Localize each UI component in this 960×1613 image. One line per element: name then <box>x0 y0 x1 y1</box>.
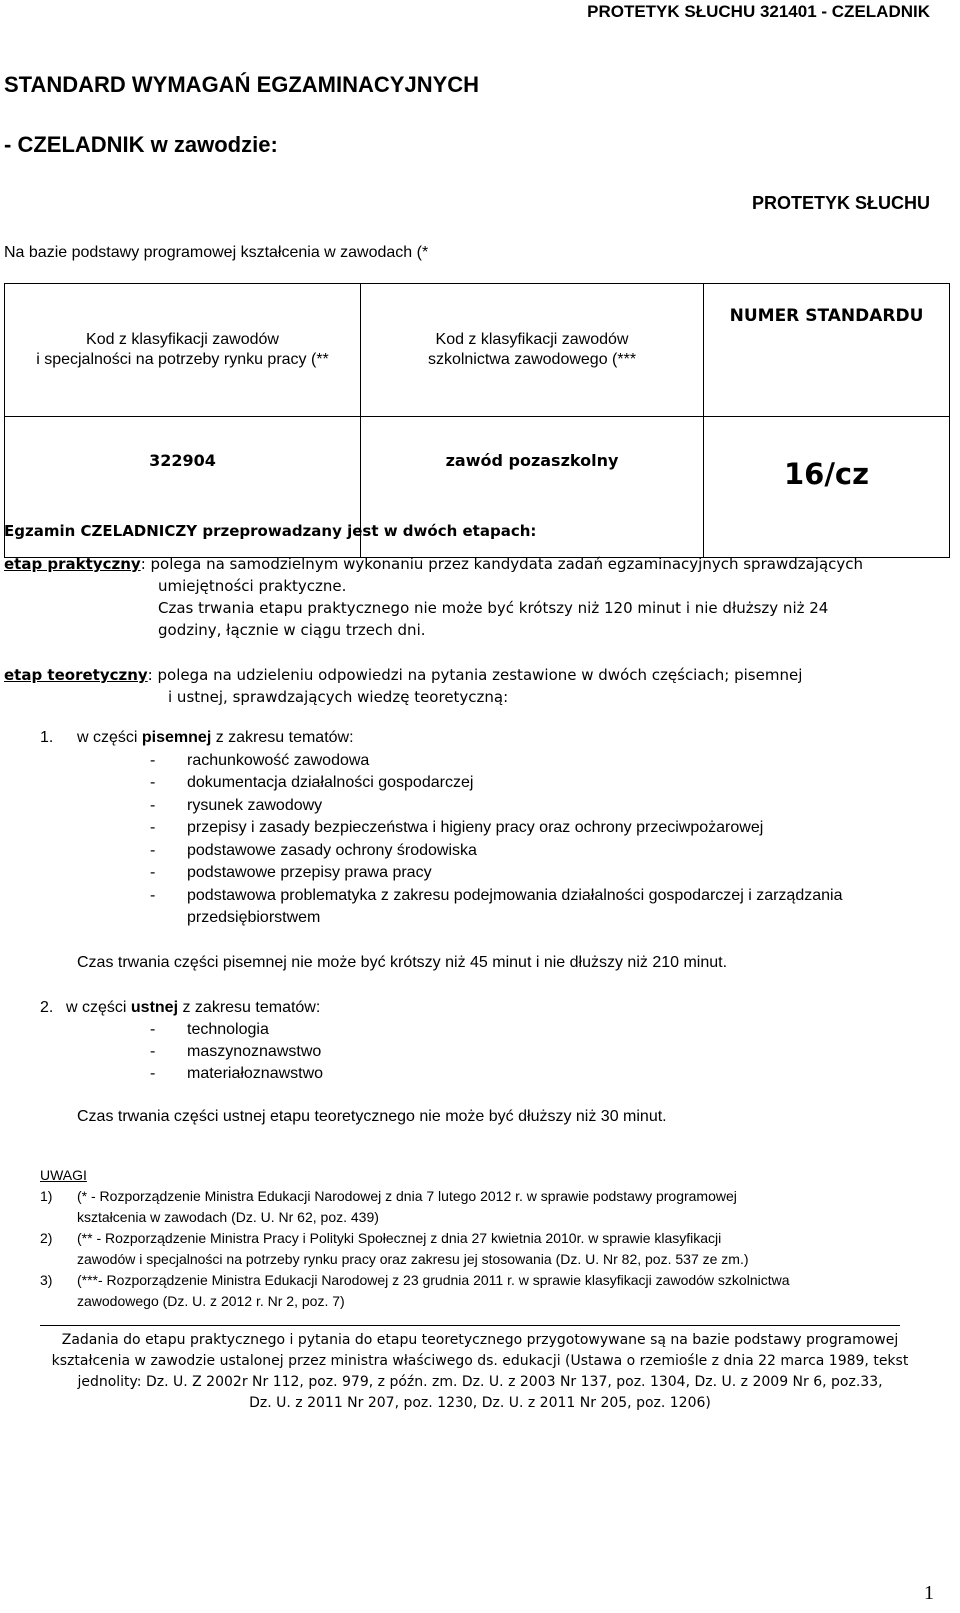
footer-line: Zadania do etapu praktycznego i pytania do etapu teoretycznego przygotowywane są na bazie podstawy programowej <box>61 1332 899 1348</box>
written-part-heading <box>77 727 354 750</box>
note-line: zawodowego (Dz. U. z 2012 r. Nr 2, poz. 7) <box>77 1293 345 1309</box>
value-cell-school: zawód pozaszkolny <box>361 417 704 558</box>
list-item-text: maszynoznawstwo <box>187 1043 322 1060</box>
notes-title: UWAGI <box>40 1167 87 1183</box>
header-running-title: PROTETYK SŁUCHU 321401 - CZELADNIK <box>587 2 930 21</box>
note-line: kształcenia w zawodach (Dz. U. Nr 62, poz. 439) <box>77 1209 379 1225</box>
practical-stage-label: etap praktyczny <box>4 555 141 573</box>
written-duration: Czas trwania części pisemnej nie może być krótszy niż 45 minut i nie dłuższy niż 210 minut. <box>77 954 728 971</box>
oral-prefix: w części <box>66 999 131 1016</box>
list-item-text: rachunkowość zawodowa <box>187 752 370 769</box>
oral-duration: Czas trwania części ustnej etapu teoretycznego nie może być dłuższy niż 30 minut. <box>77 1108 667 1125</box>
footer-separator <box>40 1325 900 1326</box>
document-title: STANDARD WYMAGAŃ EGZAMINACYJNYCH <box>4 72 480 97</box>
practical-duration-line2: godziny, łącznie w ciągu trzech dni. <box>158 621 426 639</box>
list-dash: - <box>150 819 156 836</box>
written-bold: pisemnej <box>141 729 212 746</box>
note-number: 1) <box>40 1188 53 1204</box>
note-line: (***- Rozporządzenie Ministra Edukacji Narodowej z 23 grudnia 2011 r. w sprawie klasyfikacji zawodów szkolnictwa <box>77 1272 790 1288</box>
header-cell-numer: NUMER STANDARDU <box>704 284 950 417</box>
theoretical-stage-text: : polega na udzieleniu odpowiedzi na pytania zestawione w dwóch częściach; pisemnej <box>147 666 803 684</box>
exam-lead: Egzamin CZELADNICZY przeprowadzany jest w dwóch etapach: <box>4 522 537 540</box>
theoretical-stage-label: etap teoretyczny <box>4 666 148 684</box>
page-number: 1 <box>924 1582 934 1604</box>
header-cell-rynek <box>5 284 361 417</box>
list-item-text: rysunek zawodowy <box>187 797 323 814</box>
oral-bold: ustnej <box>130 999 179 1016</box>
practical-duration-line1: Czas trwania etapu praktycznego nie może być krótszy niż 120 minut i nie dłuższy niż 24 <box>158 599 829 617</box>
header-cell-line: i specjalności na potrzeby rynku pracy (** <box>36 351 329 368</box>
practical-stage-line1 <box>4 553 863 575</box>
list-item-text: dokumentacja działalności gospodarczej <box>187 774 474 791</box>
note-number: 2) <box>40 1230 53 1246</box>
practical-stage-text: : polega na samodzielnym wykonaniu przez kandydata zadań egzaminacyjnych sprawdzających <box>140 555 864 573</box>
list-dash: - <box>150 1021 156 1038</box>
list-item-text: podstawowe zasady ochrony środowiska <box>187 842 477 859</box>
footer-line: Dz. U. z 2011 Nr 207, poz. 1230, Dz. U. z 2011 Nr 205, poz. 1206) <box>249 1395 711 1411</box>
value-cell-standard-number: 16/cz <box>704 417 950 558</box>
list-item-continuation: przedsiębiorstwem <box>187 909 321 926</box>
list-item-text: podstawowa problematyka z zakresu podejmowania działalności gospodarczej i zarządzania <box>187 887 843 904</box>
standard-table <box>4 283 950 558</box>
list-dash: - <box>150 1065 156 1082</box>
theoretical-stage-line1 <box>4 664 802 686</box>
note-line: zawodów i specjalności na potrzeby rynku pracy oraz zakresu jej stosowania (Dz. U. Nr 82, poz. 537 ze zm.) <box>77 1251 749 1267</box>
header-cell-line: Kod z klasyfikacji zawodów <box>435 331 629 348</box>
oral-part-heading <box>66 997 320 1020</box>
list-dash: - <box>150 864 156 881</box>
program-basis: Na bazie podstawy programowej kształcenia w zawodach (* <box>4 244 429 261</box>
header-cell-szkolnictwo <box>361 284 704 417</box>
note-line: (** - Rozporządzenie Ministra Pracy i Polityki Społecznej z dnia 27 kwietnia 2010r. w sprawie klasyfikacji <box>77 1230 722 1246</box>
list-dash: - <box>150 774 156 791</box>
value-cell-code: 322904 <box>5 417 361 558</box>
practical-stage-line2: umiejętności praktyczne. <box>158 577 347 595</box>
header-cell-line: szkolnictwa zawodowego (*** <box>427 351 637 368</box>
list-item-text: materiałoznawstwo <box>187 1065 324 1082</box>
table-header-row <box>5 284 950 417</box>
list-item-text: przepisy i zasady bezpieczeństwa i higieny pracy oraz ochrony przeciwpożarowej <box>187 819 764 836</box>
list-dash: - <box>150 1043 156 1060</box>
list-dash: - <box>150 752 156 769</box>
list-dash: - <box>150 797 156 814</box>
written-prefix: w części <box>77 729 142 746</box>
footer-line: kształcenia w zawodzie ustalonej przez ministra właściwego ds. edukacji (Ustawa o rzemiośle z dnia 22 marca 1989, tekst <box>51 1353 909 1369</box>
footer-line: jednolity: Dz. U. Z 2002r Nr 112, poz. 979, z późn. zm. Dz. U. z 2003 Nr 137, poz. 1304, Dz. U. z 2009 Nr 6, poz.33, <box>77 1374 883 1390</box>
written-part-number: 1. <box>40 729 54 746</box>
list-item-text: technologia <box>187 1021 269 1038</box>
document-subtitle: - CZELADNIK w zawodzie: <box>4 132 278 157</box>
theoretical-stage-line2: i ustnej, sprawdzających wiedzę teoretyczną: <box>168 688 509 706</box>
oral-part-number: 2. <box>40 999 54 1016</box>
list-dash: - <box>150 887 156 904</box>
oral-suffix: z zakresu tematów: <box>178 999 321 1016</box>
list-item-text: podstawowe przepisy prawa pracy <box>187 864 432 881</box>
header-cell-line: Kod z klasyfikacji zawodów <box>86 331 279 348</box>
list-dash: - <box>150 842 156 859</box>
written-suffix: z zakresu tematów: <box>211 729 354 746</box>
footer-note <box>30 1330 930 1414</box>
note-number: 3) <box>40 1272 53 1288</box>
note-line: (* - Rozporządzenie Ministra Edukacji Narodowej z dnia 7 lutego 2012 r. w sprawie podstawy programowej <box>77 1188 737 1204</box>
profession-name: PROTETYK SŁUCHU <box>751 193 930 213</box>
